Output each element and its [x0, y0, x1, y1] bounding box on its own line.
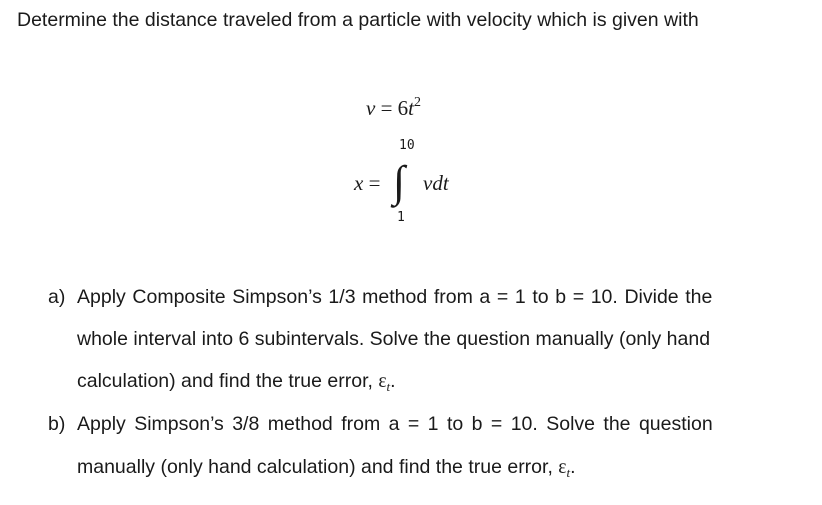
- part-b-line-2-text: manually (only hand calculation) and find the true error,: [77, 456, 559, 478]
- distance-symbol: x: [354, 171, 364, 195]
- true-error-symbol: $\varepsilon_t$: [378, 371, 391, 394]
- distance-equation-lhs: [354, 170, 380, 196]
- part-a-line-1: Apply Composite Simpson’s 1/3 method from a = 1 to b = 10. Divide the: [77, 286, 713, 308]
- velocity-symbol: v: [366, 96, 376, 120]
- part-a-line-3-text: calculation) and find the true error,: [77, 370, 379, 392]
- equals-sign: =: [380, 96, 393, 120]
- time-variable: t: [408, 96, 415, 120]
- part-a-line-2: whole interval into 6 subintervals. Solve the question manually (only hand: [77, 328, 711, 350]
- part-a-line-3: calculation) and find the true error, $\varepsilon_t$.: [77, 370, 396, 394]
- question-intro: Determine the distance traveled from a particle with velocity which is given with: [17, 9, 699, 31]
- part-a-label: a): [48, 286, 66, 308]
- integral-lower-limit: 1: [397, 210, 405, 225]
- velocity-equation: [366, 95, 421, 121]
- part-b-label: b): [48, 413, 66, 435]
- integral-upper-limit: 10: [399, 138, 415, 153]
- part-b-line-2: manually (only hand calculation) and find the true error, $\varepsilon_t$.: [77, 456, 576, 480]
- velocity-coefficient: 6: [397, 96, 409, 120]
- velocity-exponent: 2: [414, 95, 422, 110]
- part-b-line-1: Apply Simpson’s 3/8 method from a = 1 to b = 10. Solve the question: [77, 413, 713, 435]
- integral-icon: ∫: [393, 157, 406, 206]
- integrand: vdt: [423, 171, 449, 195]
- equals-sign: =: [368, 171, 381, 195]
- true-error-symbol: $\varepsilon_t$: [558, 457, 571, 480]
